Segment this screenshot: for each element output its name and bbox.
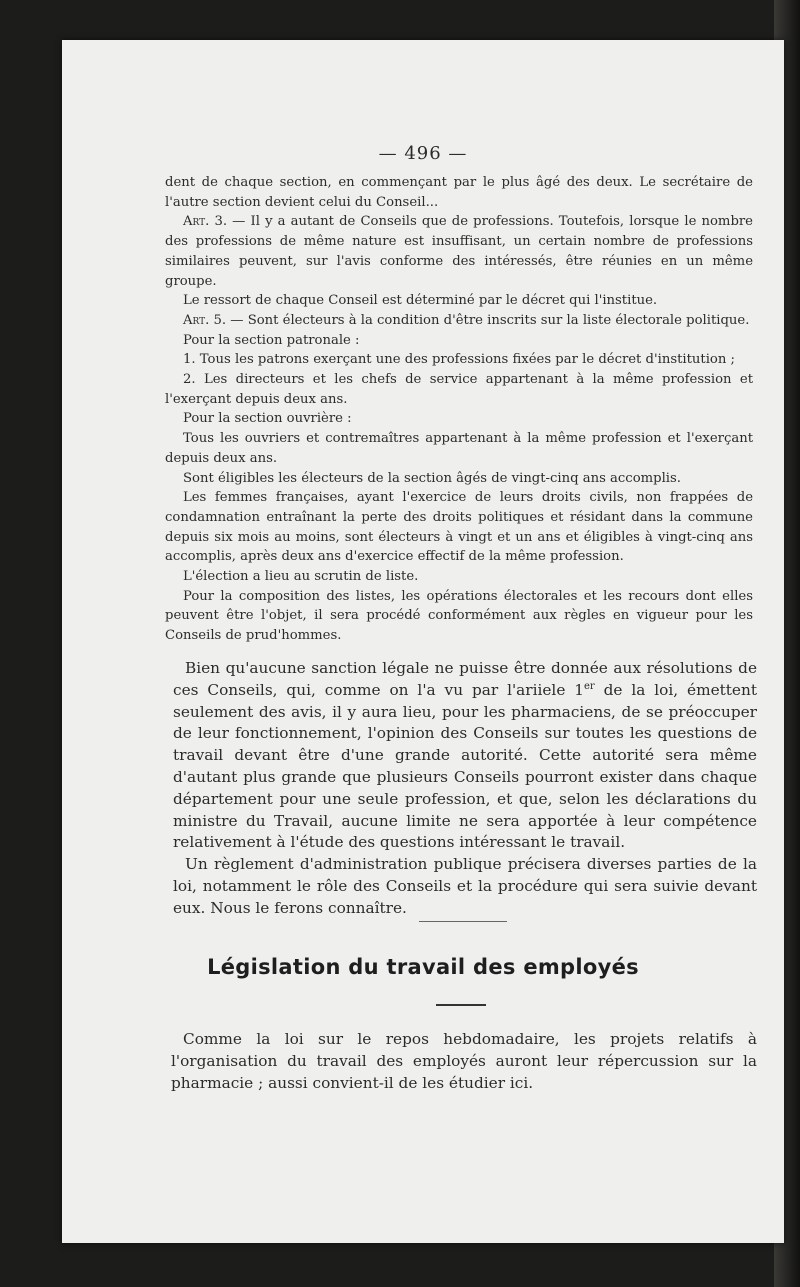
law-paragraph-text: Tous les ouvriers et contremaîtres appartenant à la même profession et l'exerçant depuis deux ans. [165,431,753,466]
commentary-text: Un règlement d'administration publique précisera diverses parties de la loi, notamment le rôle des Conseils et la procédure qui sera suivie devant eux. Nous le ferons connaître. [173,855,757,917]
law-paragraph [165,350,753,370]
superscript: er [584,680,595,692]
page-number: — 496 — [378,143,468,164]
section-divider [419,921,507,922]
law-paragraph [165,587,753,646]
law-paragraph-text: Pour la section ouvrière : [183,411,352,427]
article-label: Art. 3. — [183,214,246,230]
law-paragraph [165,429,753,468]
article-label: Art. 5. — [183,312,244,328]
commentary-text: de la loi, émettent seulement des avis, il y aura lieu, pour les pharmaciens, de se préoccuper de leur fonctionnement, l'opinion des Conseils sur toutes les questions de travail devant être d'une grande autorité. Cette autorité sera même d'autant plus grande que plusieurs Conseils pourront exister dans chaque département pour une seule profession, et que, selon les déclarations du ministre du Travail, aucune limite ne sera apportée à leur compétence relativement à l'étude des questions intéressant le travail. [173,680,757,852]
law-paragraph [165,469,753,489]
law-paragraph [165,370,753,409]
section-intro [171,1028,757,1094]
law-paragraph [165,331,753,351]
law-paragraph [165,212,753,291]
law-paragraph [165,311,753,331]
law-paragraph-text: Sont électeurs à la condition d'être inscrits sur la liste électorale politique. [243,312,750,328]
law-paragraph-text: Pour la section patronale : [183,332,360,348]
law-paragraph-text: Le ressort de chaque Conseil est déterminé par le décret qui l'institue. [183,293,658,309]
law-paragraph [165,567,753,587]
commentary-paragraph [173,854,757,919]
law-paragraph-text: Il y a autant de Conseils que de professions. Toutefois, lorsque le nombre des professions de même nature est insuffisant, un certain nombre de professions similaires peuvent, sur l'avis conforme des intéressés, être réunies en un même groupe. [165,214,753,289]
law-paragraph-text: L'élection a lieu au scrutin de liste. [183,569,419,585]
commentary-text: Bien qu'aucune sanction légale ne puisse être donnée aux résolutions de ces Conseils, qui, comme on l'a vu par l'ariiele 1 [173,659,757,699]
law-paragraph [165,173,753,212]
law-text-block [165,173,753,646]
heading-underline [436,1004,486,1006]
law-paragraph-text: Les femmes françaises, ayant l'exercice de leurs droits civils, non frappées de condamnation entraînant la perte des droits politiques et résidant dans la commune depuis six mois au moins, sont électeurs à vingt et un ans et éligibles à vingt-cinq ans accomplis, après deux ans d'exercice effectif de la même profession. [165,490,753,565]
law-paragraph [165,291,753,311]
law-paragraph [165,409,753,429]
commentary-paragraph [173,658,757,854]
section-heading: Législation du travail des employés [207,955,639,979]
law-paragraph-text: Sont éligibles les électeurs de la section âgés de vingt-cinq ans accomplis. [183,470,681,486]
commentary-block [173,658,757,920]
law-paragraph-text: dent de chaque section, en commençant par le plus âgé des deux. Le secrétaire de l'autre section devient celui du Conseil... [165,175,753,210]
law-paragraph [165,488,753,567]
law-paragraph-text: Pour la composition des listes, les opérations électorales et les recours dont elles peuvent être l'objet, il sera procédé conformément aux règles en vigueur pour les Conseils de prud'hommes. [165,588,753,644]
document-page [62,40,784,1243]
law-paragraph-text: 2. Les directeurs et les chefs de service appartenant à la même profession et l'exerçant depuis deux ans. [165,372,753,407]
law-paragraph-text: 1. Tous les patrons exerçant une des professions fixées par le décret d'institution ; [183,352,735,368]
intro-paragraph: Comme la loi sur le repos hebdomadaire, les projets relatifs à l'organisation du travail des employés auront leur répercussion sur la pharmacie ; aussi convient-il de les étudier ici. [171,1030,757,1092]
